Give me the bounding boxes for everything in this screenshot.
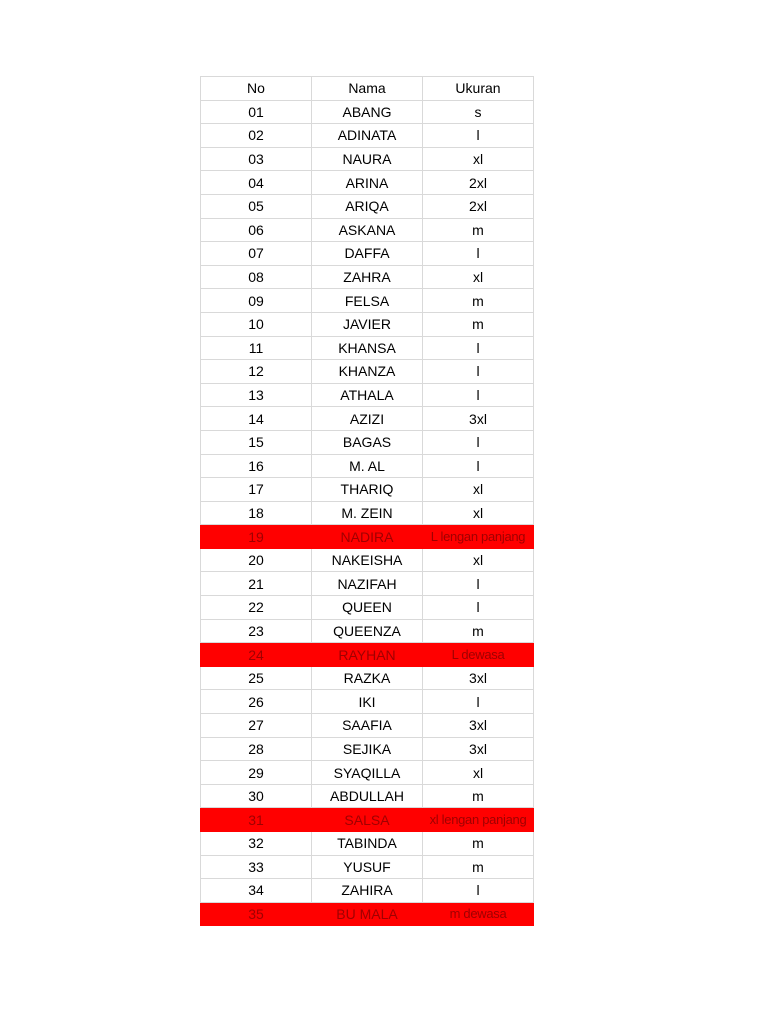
cell-ukuran: xl <box>423 548 534 572</box>
cell-nama: RAZKA <box>312 666 423 690</box>
cell-ukuran: s <box>423 100 534 124</box>
table-row <box>201 407 534 431</box>
header-ukuran: Ukuran <box>423 77 534 101</box>
cell-nama: TABINDA <box>312 832 423 856</box>
cell-no: 14 <box>201 407 312 431</box>
cell-no: 10 <box>201 312 312 336</box>
cell-ukuran: l <box>423 336 534 360</box>
cell-no: 34 <box>201 879 312 903</box>
table-row <box>201 525 534 549</box>
cell-nama: SAAFIA <box>312 714 423 738</box>
cell-nama: SEJIKA <box>312 737 423 761</box>
cell-ukuran: xl <box>423 501 534 525</box>
cell-no: 26 <box>201 690 312 714</box>
cell-nama: FELSA <box>312 289 423 313</box>
cell-no: 06 <box>201 218 312 242</box>
cell-ukuran: m <box>423 289 534 313</box>
cell-ukuran: 2xl <box>423 171 534 195</box>
cell-ukuran: L lengan panjang <box>423 525 534 549</box>
cell-no: 18 <box>201 501 312 525</box>
table-row <box>201 360 534 384</box>
cell-nama: ZAHRA <box>312 265 423 289</box>
cell-no: 09 <box>201 289 312 313</box>
cell-ukuran: 2xl <box>423 194 534 218</box>
cell-nama: M. ZEIN <box>312 501 423 525</box>
cell-no: 02 <box>201 124 312 148</box>
table-row <box>201 714 534 738</box>
cell-no: 13 <box>201 383 312 407</box>
cell-nama: IKI <box>312 690 423 714</box>
cell-no: 35 <box>201 902 312 926</box>
table-row <box>201 289 534 313</box>
cell-ukuran: l <box>423 360 534 384</box>
cell-nama: JAVIER <box>312 312 423 336</box>
cell-nama: BU MALA <box>312 902 423 926</box>
table-row <box>201 902 534 926</box>
cell-ukuran: xl <box>423 147 534 171</box>
cell-no: 29 <box>201 761 312 785</box>
table-row <box>201 572 534 596</box>
cell-nama: YUSUF <box>312 855 423 879</box>
table-row <box>201 643 534 667</box>
table-row <box>201 242 534 266</box>
cell-nama: AZIZI <box>312 407 423 431</box>
cell-no: 15 <box>201 430 312 454</box>
cell-ukuran: m <box>423 218 534 242</box>
cell-ukuran: m dewasa <box>423 902 534 926</box>
table-body <box>201 100 534 926</box>
table-row <box>201 761 534 785</box>
table-row <box>201 312 534 336</box>
cell-ukuran: m <box>423 855 534 879</box>
cell-ukuran: 3xl <box>423 407 534 431</box>
cell-ukuran: xl <box>423 761 534 785</box>
table-row <box>201 784 534 808</box>
cell-no: 01 <box>201 100 312 124</box>
cell-no: 11 <box>201 336 312 360</box>
table-row <box>201 855 534 879</box>
cell-no: 04 <box>201 171 312 195</box>
cell-no: 23 <box>201 619 312 643</box>
table-row <box>201 548 534 572</box>
cell-nama: ARINA <box>312 171 423 195</box>
cell-nama: ATHALA <box>312 383 423 407</box>
cell-nama: NAKEISHA <box>312 548 423 572</box>
table-row <box>201 147 534 171</box>
cell-nama: RAYHAN <box>312 643 423 667</box>
cell-no: 28 <box>201 737 312 761</box>
table-row <box>201 383 534 407</box>
cell-no: 24 <box>201 643 312 667</box>
cell-ukuran: xl lengan panjang <box>423 808 534 832</box>
cell-ukuran: m <box>423 832 534 856</box>
cell-no: 08 <box>201 265 312 289</box>
table-row <box>201 336 534 360</box>
table-row <box>201 879 534 903</box>
table-row <box>201 478 534 502</box>
cell-ukuran: l <box>423 124 534 148</box>
table-row <box>201 501 534 525</box>
cell-ukuran: l <box>423 454 534 478</box>
cell-nama: ARIQA <box>312 194 423 218</box>
cell-no: 21 <box>201 572 312 596</box>
cell-ukuran: l <box>423 430 534 454</box>
table-row <box>201 265 534 289</box>
cell-ukuran: l <box>423 879 534 903</box>
table-row <box>201 194 534 218</box>
cell-ukuran: m <box>423 312 534 336</box>
header-row <box>201 77 534 101</box>
table-row <box>201 218 534 242</box>
cell-ukuran: L dewasa <box>423 643 534 667</box>
cell-ukuran: l <box>423 383 534 407</box>
table-row <box>201 596 534 620</box>
cell-nama: QUEENZA <box>312 619 423 643</box>
cell-no: 22 <box>201 596 312 620</box>
cell-no: 03 <box>201 147 312 171</box>
table-row <box>201 430 534 454</box>
cell-nama: NAZIFAH <box>312 572 423 596</box>
cell-ukuran: l <box>423 596 534 620</box>
cell-no: 12 <box>201 360 312 384</box>
header-no: No <box>201 77 312 101</box>
cell-ukuran: l <box>423 690 534 714</box>
cell-ukuran: xl <box>423 478 534 502</box>
cell-nama: ZAHIRA <box>312 879 423 903</box>
cell-no: 31 <box>201 808 312 832</box>
cell-ukuran: 3xl <box>423 666 534 690</box>
table-row <box>201 737 534 761</box>
cell-no: 20 <box>201 548 312 572</box>
cell-nama: ABANG <box>312 100 423 124</box>
table-row <box>201 171 534 195</box>
cell-nama: NADIRA <box>312 525 423 549</box>
cell-nama: SALSA <box>312 808 423 832</box>
cell-nama: ADINATA <box>312 124 423 148</box>
cell-no: 05 <box>201 194 312 218</box>
cell-ukuran: l <box>423 572 534 596</box>
cell-no: 16 <box>201 454 312 478</box>
cell-ukuran: xl <box>423 265 534 289</box>
cell-nama: KHANSA <box>312 336 423 360</box>
cell-no: 25 <box>201 666 312 690</box>
cell-no: 30 <box>201 784 312 808</box>
cell-no: 17 <box>201 478 312 502</box>
cell-nama: SYAQILLA <box>312 761 423 785</box>
size-table <box>200 76 534 926</box>
cell-no: 07 <box>201 242 312 266</box>
cell-nama: BAGAS <box>312 430 423 454</box>
cell-no: 27 <box>201 714 312 738</box>
cell-no: 33 <box>201 855 312 879</box>
cell-nama: NAURA <box>312 147 423 171</box>
table-row <box>201 808 534 832</box>
cell-nama: QUEEN <box>312 596 423 620</box>
cell-no: 32 <box>201 832 312 856</box>
cell-ukuran: 3xl <box>423 737 534 761</box>
header-nama: Nama <box>312 77 423 101</box>
table-row <box>201 619 534 643</box>
cell-nama: KHANZA <box>312 360 423 384</box>
cell-nama: ABDULLAH <box>312 784 423 808</box>
cell-ukuran: m <box>423 619 534 643</box>
table-row <box>201 690 534 714</box>
cell-nama: DAFFA <box>312 242 423 266</box>
cell-ukuran: m <box>423 784 534 808</box>
cell-nama: THARIQ <box>312 478 423 502</box>
cell-nama: ASKANA <box>312 218 423 242</box>
cell-ukuran: 3xl <box>423 714 534 738</box>
table-row <box>201 100 534 124</box>
table-row <box>201 666 534 690</box>
table-row <box>201 454 534 478</box>
cell-nama: M. AL <box>312 454 423 478</box>
table-row <box>201 832 534 856</box>
cell-ukuran: l <box>423 242 534 266</box>
cell-no: 19 <box>201 525 312 549</box>
table-row <box>201 124 534 148</box>
